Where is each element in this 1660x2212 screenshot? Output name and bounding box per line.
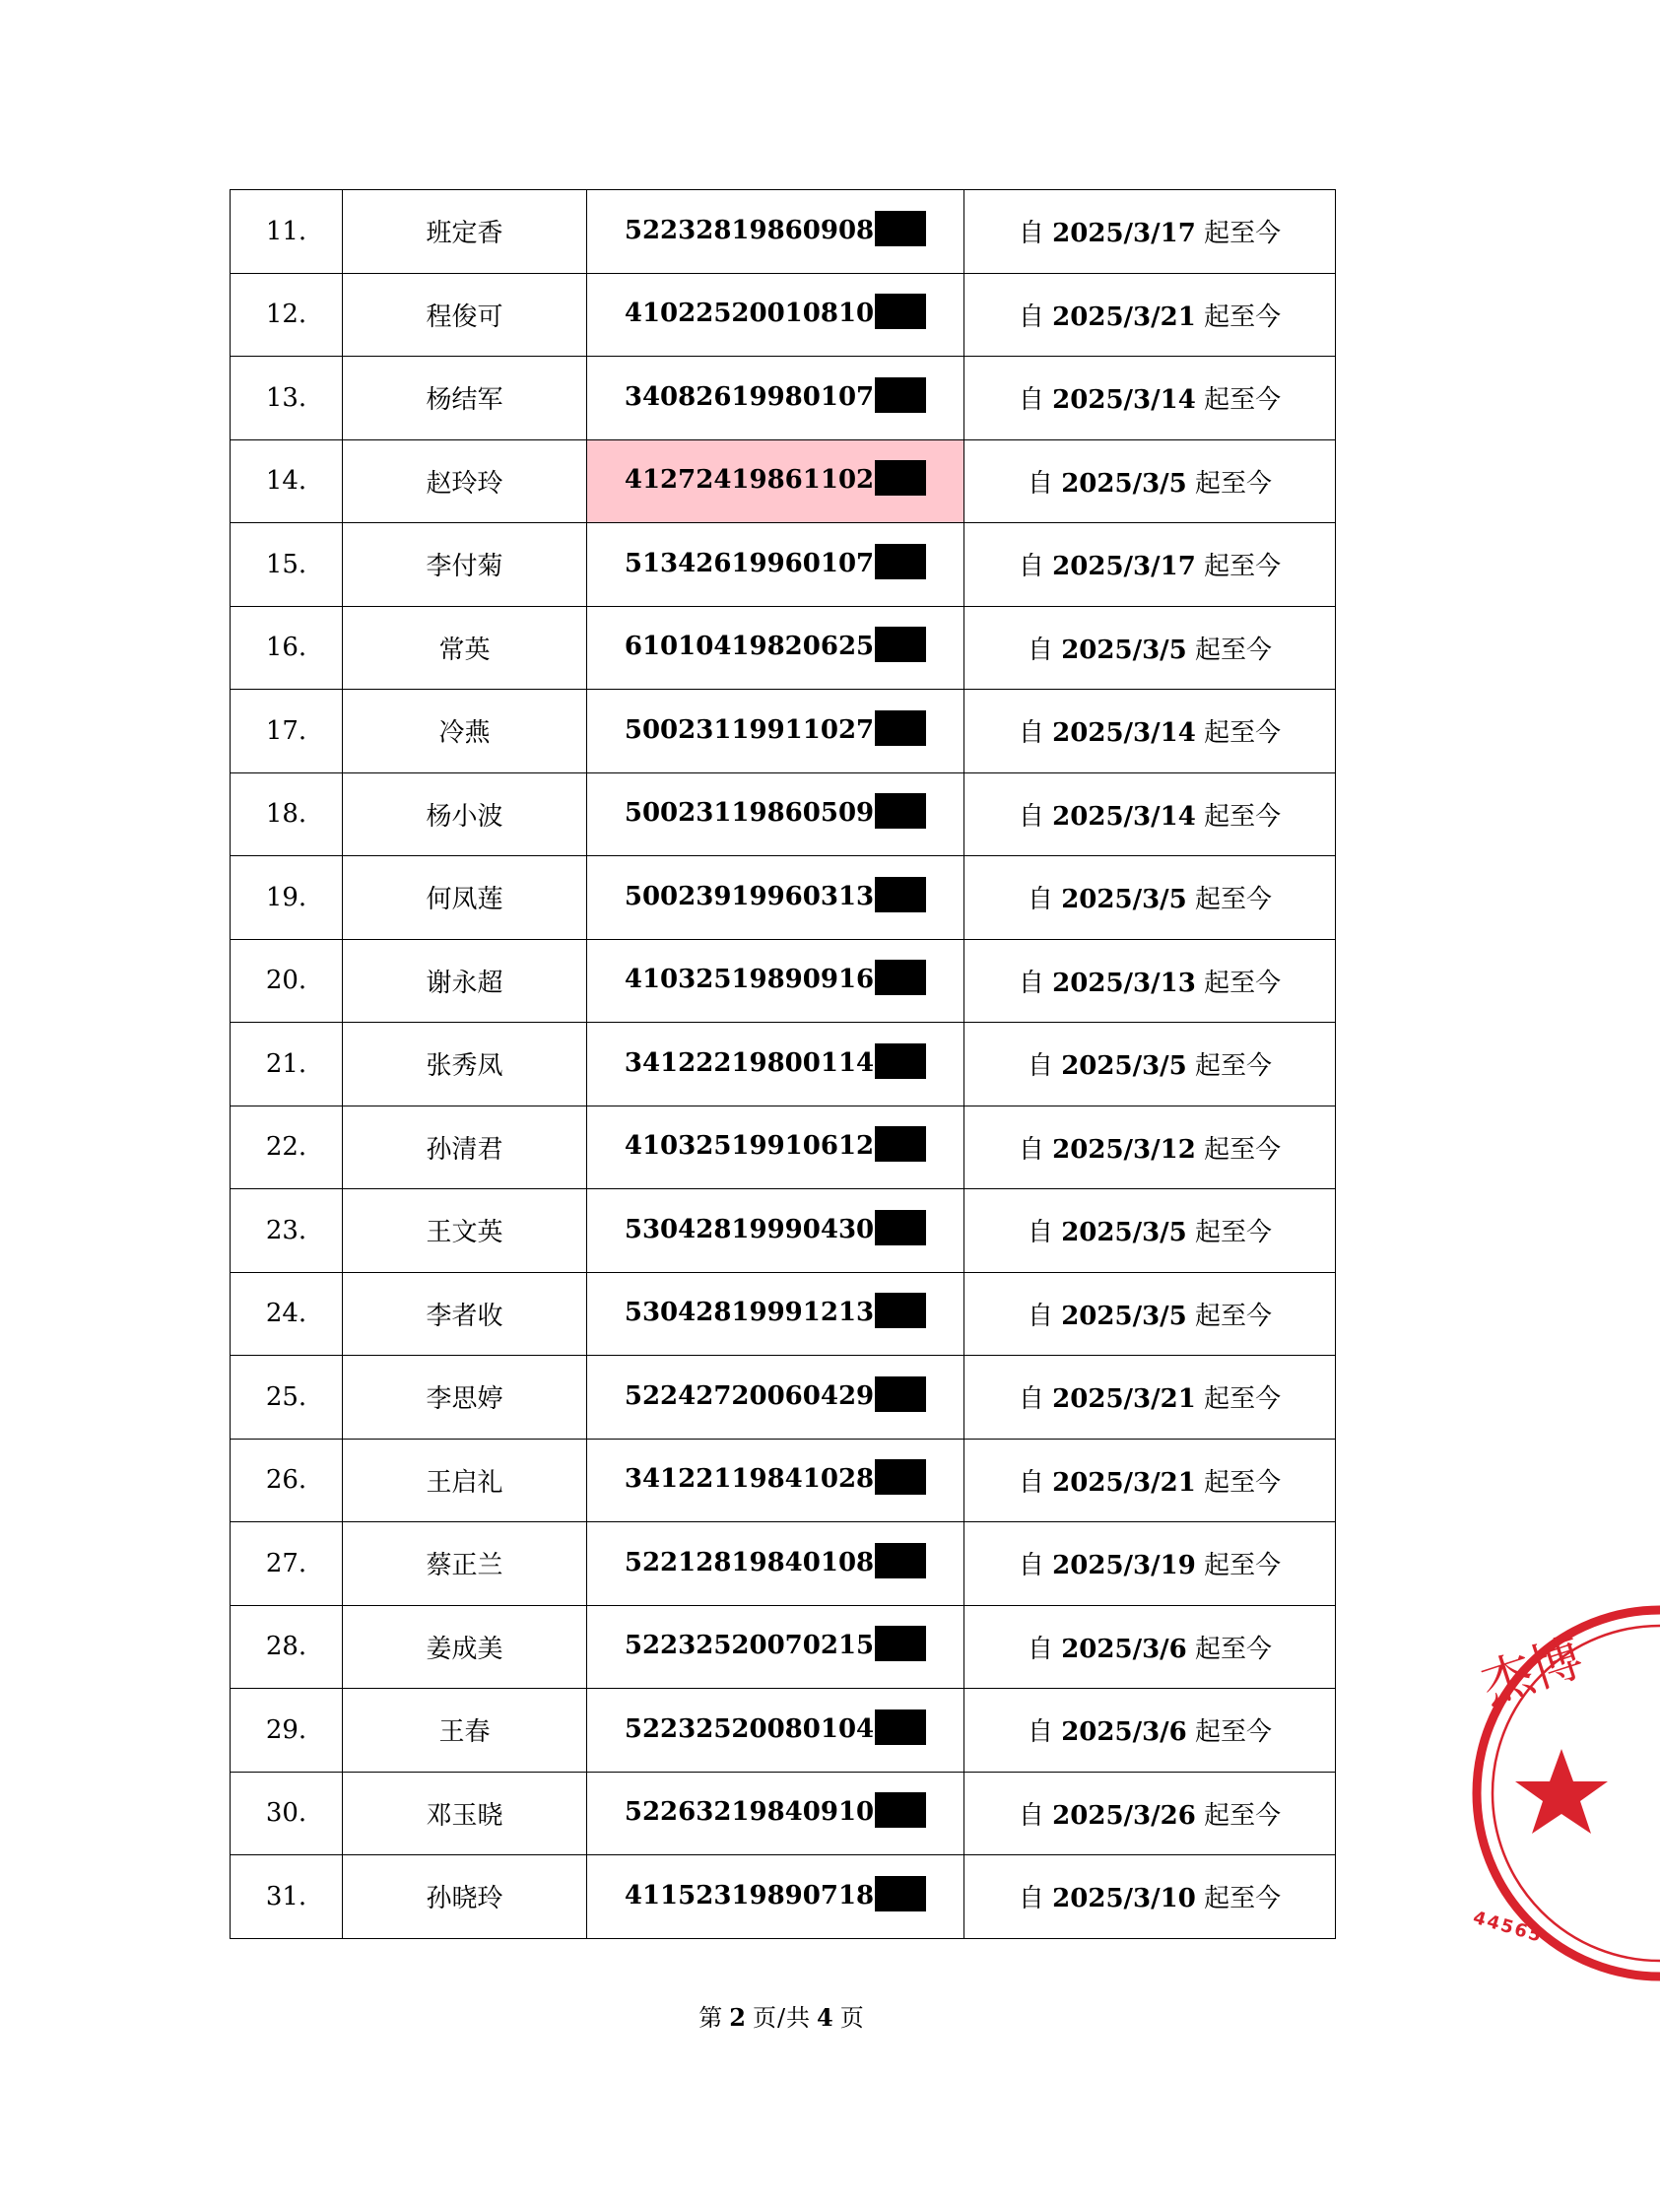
row-start-date bbox=[964, 273, 1336, 357]
row-start-date bbox=[964, 1023, 1336, 1106]
date-prefix: 自 bbox=[1027, 1717, 1053, 1748]
row-person-name: 班定香 bbox=[343, 190, 587, 274]
date-value: 2025/3/6 bbox=[1061, 1717, 1187, 1748]
row-start-date bbox=[964, 856, 1336, 940]
row-person-name: 李者收 bbox=[343, 1272, 587, 1356]
row-start-date bbox=[964, 606, 1336, 690]
date-value: 2025/3/21 bbox=[1052, 1467, 1196, 1498]
date-prefix: 自 bbox=[1027, 1051, 1053, 1082]
date-suffix: 起至今 bbox=[1204, 1884, 1282, 1914]
table-row bbox=[231, 523, 1336, 607]
date-suffix: 起至今 bbox=[1204, 968, 1282, 998]
date-suffix: 起至今 bbox=[1204, 302, 1282, 332]
row-index: 22. bbox=[231, 1106, 343, 1189]
date-value: 2025/3/5 bbox=[1061, 885, 1187, 915]
date-suffix: 起至今 bbox=[1195, 1301, 1273, 1331]
date-prefix: 自 bbox=[1018, 219, 1044, 249]
date-suffix: 起至今 bbox=[1204, 801, 1282, 832]
date-value: 2025/3/21 bbox=[1052, 302, 1196, 332]
footer-mid: 页/共 bbox=[752, 2004, 812, 2032]
row-id-number bbox=[587, 856, 964, 940]
date-value: 2025/3/5 bbox=[1061, 1218, 1187, 1248]
id-number-text: 52232819860908 bbox=[624, 215, 875, 245]
redaction-block bbox=[875, 1043, 926, 1079]
row-id-number bbox=[587, 439, 964, 523]
row-start-date bbox=[964, 1605, 1336, 1689]
redaction-block bbox=[875, 1543, 926, 1578]
date-value: 2025/3/5 bbox=[1061, 1051, 1187, 1082]
row-start-date bbox=[964, 1439, 1336, 1522]
redaction-block bbox=[875, 1126, 926, 1162]
row-id-number bbox=[587, 1522, 964, 1606]
row-start-date bbox=[964, 1272, 1336, 1356]
seal-code: 44565 bbox=[1470, 1907, 1546, 1948]
row-id-number bbox=[587, 1689, 964, 1773]
row-person-name: 杨小波 bbox=[343, 772, 587, 856]
roster-table bbox=[230, 189, 1336, 1939]
date-value: 2025/3/26 bbox=[1052, 1800, 1196, 1831]
id-number-text: 50023919960313 bbox=[624, 881, 875, 911]
row-index: 14. bbox=[231, 439, 343, 523]
redaction-block bbox=[875, 710, 926, 746]
redaction-block bbox=[875, 1293, 926, 1328]
footer-page-number: 2 bbox=[729, 2003, 747, 2032]
row-index: 29. bbox=[231, 1689, 343, 1773]
row-index: 17. bbox=[231, 690, 343, 773]
date-prefix: 自 bbox=[1018, 968, 1044, 998]
table-row bbox=[231, 1023, 1336, 1106]
row-start-date bbox=[964, 939, 1336, 1023]
table-row bbox=[231, 606, 1336, 690]
table-row bbox=[231, 1689, 1336, 1773]
id-number-text: 34082619980107 bbox=[624, 381, 875, 412]
redaction-block bbox=[875, 211, 926, 246]
row-index: 28. bbox=[231, 1605, 343, 1689]
date-prefix: 自 bbox=[1027, 1218, 1053, 1248]
date-prefix: 自 bbox=[1018, 801, 1044, 832]
seal-text: 杰博 bbox=[1474, 1628, 1591, 1716]
row-index: 12. bbox=[231, 273, 343, 357]
date-prefix: 自 bbox=[1018, 1134, 1044, 1165]
id-number-text: 41152319890718 bbox=[624, 1880, 875, 1910]
date-value: 2025/3/17 bbox=[1052, 219, 1196, 249]
date-suffix: 起至今 bbox=[1204, 219, 1282, 249]
table-row bbox=[231, 772, 1336, 856]
date-prefix: 自 bbox=[1018, 1884, 1044, 1914]
row-index: 30. bbox=[231, 1772, 343, 1855]
table-row bbox=[231, 1605, 1336, 1689]
date-suffix: 起至今 bbox=[1204, 385, 1282, 416]
row-start-date bbox=[964, 190, 1336, 274]
date-suffix: 起至今 bbox=[1195, 468, 1273, 499]
redaction-block bbox=[875, 460, 926, 496]
row-id-number bbox=[587, 1189, 964, 1273]
date-suffix: 起至今 bbox=[1204, 1384, 1282, 1415]
date-suffix: 起至今 bbox=[1204, 1134, 1282, 1165]
date-prefix: 自 bbox=[1018, 1384, 1044, 1415]
id-number-text: 50023119860509 bbox=[624, 798, 875, 829]
row-person-name: 王文英 bbox=[343, 1189, 587, 1273]
star-icon bbox=[1515, 1749, 1608, 1834]
date-value: 2025/3/19 bbox=[1052, 1551, 1196, 1581]
row-start-date bbox=[964, 1189, 1336, 1273]
table-row bbox=[231, 273, 1336, 357]
row-id-number bbox=[587, 1439, 964, 1522]
table-row bbox=[231, 357, 1336, 440]
row-index: 21. bbox=[231, 1023, 343, 1106]
date-suffix: 起至今 bbox=[1204, 1551, 1282, 1581]
row-id-number bbox=[587, 1272, 964, 1356]
redaction-block bbox=[875, 1376, 926, 1412]
table-row bbox=[231, 190, 1336, 274]
id-number-text: 52232520080104 bbox=[624, 1713, 875, 1744]
row-id-number bbox=[587, 690, 964, 773]
footer-total-pages: 4 bbox=[817, 2003, 834, 2032]
row-id-number bbox=[587, 1023, 964, 1106]
row-start-date bbox=[964, 1106, 1336, 1189]
row-person-name: 何凤莲 bbox=[343, 856, 587, 940]
row-start-date bbox=[964, 1772, 1336, 1855]
row-start-date bbox=[964, 1356, 1336, 1440]
redaction-block bbox=[875, 1459, 926, 1495]
row-person-name: 李付菊 bbox=[343, 523, 587, 607]
company-seal bbox=[1463, 1606, 1660, 2000]
row-person-name: 冷燕 bbox=[343, 690, 587, 773]
row-index: 11. bbox=[231, 190, 343, 274]
row-person-name: 张秀凤 bbox=[343, 1023, 587, 1106]
date-value: 2025/3/12 bbox=[1052, 1134, 1196, 1165]
date-value: 2025/3/14 bbox=[1052, 801, 1196, 832]
id-number-text: 41032519910612 bbox=[624, 1131, 875, 1162]
table-row bbox=[231, 939, 1336, 1023]
row-start-date bbox=[964, 1689, 1336, 1773]
row-index: 15. bbox=[231, 523, 343, 607]
id-number-text: 52212819840108 bbox=[624, 1547, 875, 1577]
id-number-text: 41272419861102 bbox=[624, 465, 875, 496]
date-prefix: 自 bbox=[1018, 385, 1044, 416]
row-index: 25. bbox=[231, 1356, 343, 1440]
row-id-number bbox=[587, 1106, 964, 1189]
row-id-number bbox=[587, 523, 964, 607]
row-index: 16. bbox=[231, 606, 343, 690]
date-value: 2025/3/10 bbox=[1052, 1884, 1196, 1914]
date-value: 2025/3/14 bbox=[1052, 718, 1196, 749]
row-person-name: 邓玉晓 bbox=[343, 1772, 587, 1855]
date-suffix: 起至今 bbox=[1204, 1467, 1282, 1498]
row-id-number bbox=[587, 606, 964, 690]
redaction-block bbox=[875, 793, 926, 829]
redaction-block bbox=[875, 1792, 926, 1828]
table-row bbox=[231, 1439, 1336, 1522]
date-suffix: 起至今 bbox=[1195, 885, 1273, 915]
row-person-name: 赵玲玲 bbox=[343, 439, 587, 523]
row-start-date bbox=[964, 523, 1336, 607]
id-number-text: 52242720060429 bbox=[624, 1380, 875, 1411]
date-value: 2025/3/6 bbox=[1061, 1634, 1187, 1664]
row-person-name: 常英 bbox=[343, 606, 587, 690]
id-number-text: 41032519890916 bbox=[624, 965, 875, 995]
table-row bbox=[231, 1855, 1336, 1939]
row-person-name: 孙清君 bbox=[343, 1106, 587, 1189]
date-prefix: 自 bbox=[1027, 468, 1053, 499]
id-number-text: 51342619960107 bbox=[624, 548, 875, 578]
row-person-name: 姜成美 bbox=[343, 1605, 587, 1689]
footer-suffix: 页 bbox=[839, 2004, 865, 2032]
redaction-block bbox=[875, 1210, 926, 1245]
id-number-text: 61010419820625 bbox=[624, 632, 875, 662]
row-id-number bbox=[587, 939, 964, 1023]
row-person-name: 李思婷 bbox=[343, 1356, 587, 1440]
date-value: 2025/3/5 bbox=[1061, 635, 1187, 665]
date-suffix: 起至今 bbox=[1204, 1800, 1282, 1831]
row-index: 24. bbox=[231, 1272, 343, 1356]
date-suffix: 起至今 bbox=[1195, 1218, 1273, 1248]
roster-body bbox=[231, 190, 1336, 1939]
redaction-block bbox=[875, 877, 926, 912]
row-id-number bbox=[587, 190, 964, 274]
table-row bbox=[231, 856, 1336, 940]
date-prefix: 自 bbox=[1018, 1800, 1044, 1831]
date-prefix: 自 bbox=[1027, 635, 1053, 665]
date-prefix: 自 bbox=[1027, 1301, 1053, 1331]
page-footer bbox=[0, 1998, 1563, 2033]
table-row bbox=[231, 1772, 1336, 1855]
redaction-block bbox=[875, 1876, 926, 1911]
row-id-number bbox=[587, 357, 964, 440]
date-value: 2025/3/21 bbox=[1052, 1384, 1196, 1415]
table-row bbox=[231, 439, 1336, 523]
id-number-text: 50023119911027 bbox=[624, 714, 875, 745]
redaction-block bbox=[875, 627, 926, 662]
redaction-block bbox=[875, 294, 926, 329]
row-index: 20. bbox=[231, 939, 343, 1023]
redaction-block bbox=[875, 960, 926, 995]
row-person-name: 孙晓玲 bbox=[343, 1855, 587, 1939]
table-row bbox=[231, 1356, 1336, 1440]
row-id-number bbox=[587, 1605, 964, 1689]
row-id-number bbox=[587, 273, 964, 357]
row-person-name: 王春 bbox=[343, 1689, 587, 1773]
table-row bbox=[231, 690, 1336, 773]
table-row bbox=[231, 1522, 1336, 1606]
row-person-name: 蔡正兰 bbox=[343, 1522, 587, 1606]
row-index: 27. bbox=[231, 1522, 343, 1606]
redaction-block bbox=[875, 377, 926, 413]
date-suffix: 起至今 bbox=[1204, 552, 1282, 582]
date-prefix: 自 bbox=[1018, 718, 1044, 749]
row-id-number bbox=[587, 772, 964, 856]
date-suffix: 起至今 bbox=[1195, 1717, 1273, 1748]
date-value: 2025/3/17 bbox=[1052, 552, 1196, 582]
date-suffix: 起至今 bbox=[1204, 718, 1282, 749]
id-number-text: 52263219840910 bbox=[624, 1797, 875, 1828]
id-number-text: 34122119841028 bbox=[624, 1464, 875, 1495]
row-person-name: 谢永超 bbox=[343, 939, 587, 1023]
id-number-text: 53042819990430 bbox=[624, 1214, 875, 1244]
date-value: 2025/3/14 bbox=[1052, 385, 1196, 416]
row-index: 13. bbox=[231, 357, 343, 440]
redaction-block bbox=[875, 544, 926, 579]
date-value: 2025/3/5 bbox=[1061, 1301, 1187, 1331]
date-value: 2025/3/13 bbox=[1052, 968, 1196, 998]
date-suffix: 起至今 bbox=[1195, 1051, 1273, 1082]
row-start-date bbox=[964, 1522, 1336, 1606]
row-start-date bbox=[964, 690, 1336, 773]
date-prefix: 自 bbox=[1027, 1634, 1053, 1664]
row-start-date bbox=[964, 772, 1336, 856]
redaction-block bbox=[875, 1626, 926, 1661]
row-person-name: 程俊可 bbox=[343, 273, 587, 357]
date-prefix: 自 bbox=[1018, 1551, 1044, 1581]
date-prefix: 自 bbox=[1027, 885, 1053, 915]
row-index: 23. bbox=[231, 1189, 343, 1273]
footer-prefix: 第 bbox=[698, 2004, 724, 2032]
id-number-text: 41022520010810 bbox=[624, 299, 875, 329]
row-index: 26. bbox=[231, 1439, 343, 1522]
row-id-number bbox=[587, 1356, 964, 1440]
table-row bbox=[231, 1272, 1336, 1356]
row-index: 18. bbox=[231, 772, 343, 856]
date-prefix: 自 bbox=[1018, 1467, 1044, 1498]
date-suffix: 起至今 bbox=[1195, 1634, 1273, 1664]
date-prefix: 自 bbox=[1018, 552, 1044, 582]
date-value: 2025/3/5 bbox=[1061, 468, 1187, 499]
id-number-text: 53042819991213 bbox=[624, 1298, 875, 1328]
row-id-number bbox=[587, 1772, 964, 1855]
row-index: 31. bbox=[231, 1855, 343, 1939]
row-start-date bbox=[964, 439, 1336, 523]
table-row bbox=[231, 1189, 1336, 1273]
id-number-text: 34122219800114 bbox=[624, 1047, 875, 1078]
row-start-date bbox=[964, 1855, 1336, 1939]
id-number-text: 52232520070215 bbox=[624, 1631, 875, 1661]
row-person-name: 王启礼 bbox=[343, 1439, 587, 1522]
row-start-date bbox=[964, 357, 1336, 440]
redaction-block bbox=[875, 1709, 926, 1745]
row-person-name: 杨结军 bbox=[343, 357, 587, 440]
date-suffix: 起至今 bbox=[1195, 635, 1273, 665]
row-id-number bbox=[587, 1855, 964, 1939]
date-prefix: 自 bbox=[1018, 302, 1044, 332]
table-row bbox=[231, 1106, 1336, 1189]
row-index: 19. bbox=[231, 856, 343, 940]
